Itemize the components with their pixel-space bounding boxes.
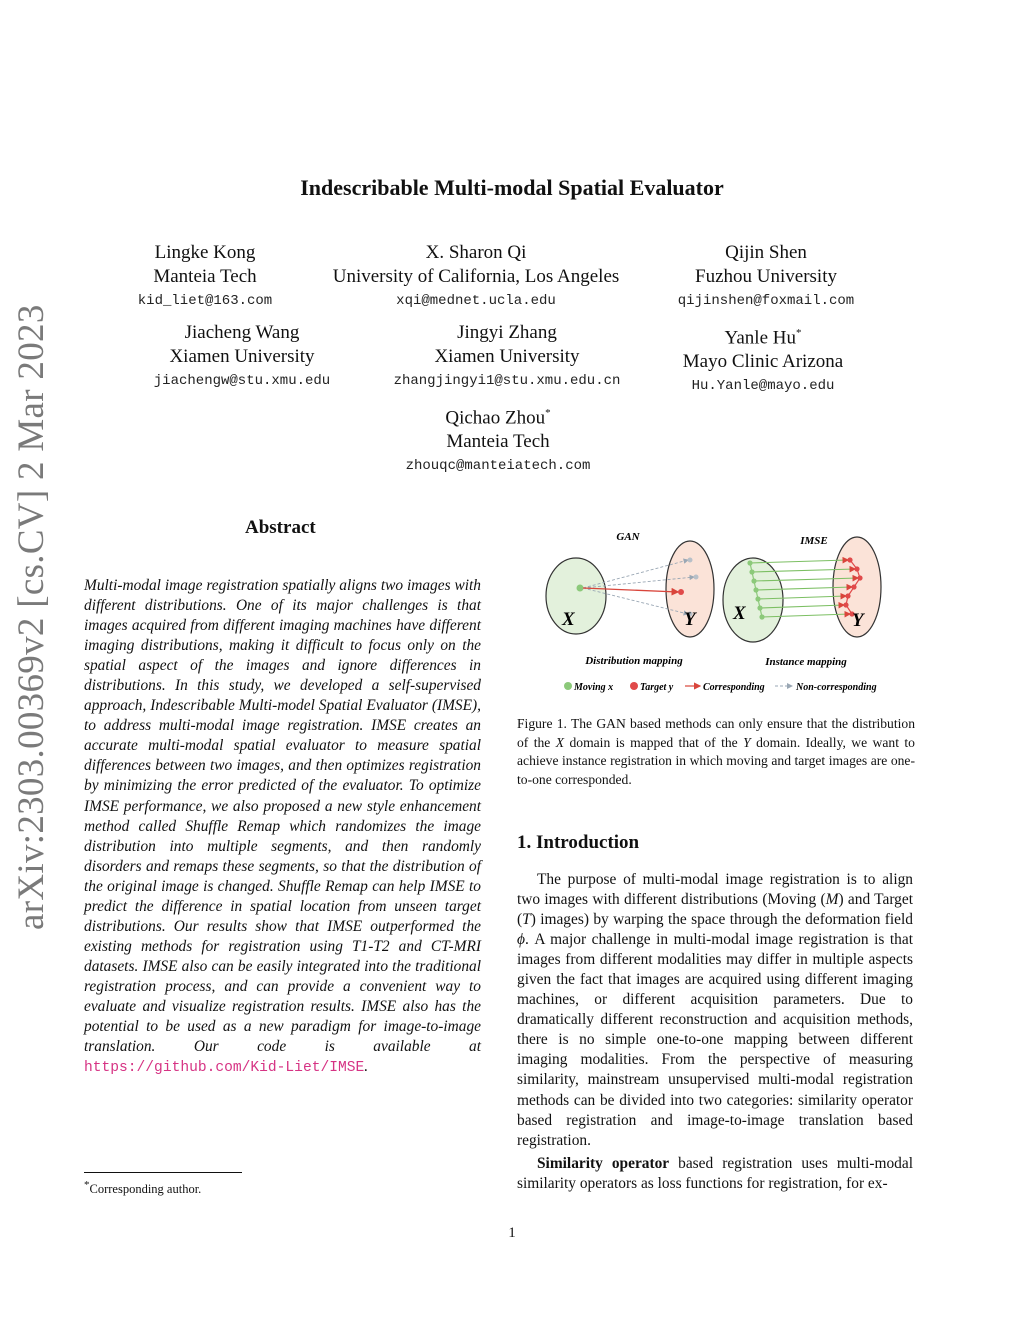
figure-caption [517,715,915,789]
author-block [338,401,658,474]
author-email[interactable]: xqi@mednet.ucla.edu [396,293,556,309]
author-affiliation: Xiamen University [169,346,315,367]
author-name: Jiacheng Wang [184,322,300,343]
author-name: Lingke Kong [154,242,256,263]
figure-legend [564,682,877,693]
caption-var: X [555,734,565,750]
author-email[interactable]: qijinshen@foxmail.com [677,293,855,309]
text-run: The purpose of multi-modal image registration is to align two images with different distributions (Moving ( [517,871,913,909]
legend-target-swatch [630,682,638,690]
author-email[interactable]: jiachengw@stu.xmu.edu [153,373,331,389]
author-affiliation: Xiamen University [434,346,580,367]
distribution-mapping-caption: Distribution mapping [585,655,683,667]
math-var: ϕ [517,931,525,949]
author-affiliation: Manteia Tech [153,266,257,287]
author-affiliation: University of California, Los Angeles [332,266,620,287]
caption-var: Y [743,734,751,750]
author-block [603,321,923,394]
y-label: Y [852,610,864,631]
section-heading-introduction: 1. Introduction [517,832,640,853]
author-email[interactable]: Hu.Yanle@mayo.edu [691,378,835,395]
author-affiliation: Fuzhou University [695,266,837,287]
legend-moving: Moving x [574,682,614,693]
x-label: X [733,603,746,624]
legend-corresponding: Corresponding [703,682,765,693]
legend-moving-swatch [564,682,572,690]
footnote [84,1179,201,1197]
author-name: Qijin Shen [725,242,807,263]
author-name: Yanle Hu [724,327,796,349]
footnote-text: Corresponding author. [89,1182,202,1197]
bold-term: Similarity operator [537,1154,670,1172]
figure-1 [540,525,900,700]
gan-label: GAN [616,531,640,543]
author-name: X. Sharon Qi [425,242,527,263]
abstract-text: Multi-modal image registration spatially aligns two images with different distributions. One of its major challenges is that images acquired from different imaging machines have different imaging distributions, making it difficult to focus only on the spatial aspect of the images and ignore differences in distributions. In this study, we developed a self-supervised approach, Indescribable Multi-model Spatial Evaluator (IMSE), to address multi-modal image registration. IMSE creates an accurate multi-modal spatial evaluator to measure spatial differences between two images, and then optimizes registration by minimizing the error predicted of the evaluator. To optimize IMSE performance, we also proposed a new style enhancement method called Shuffle Remap which randomizes the image distribution into multiple segments, and then randomly disorders and remaps these segments, so that the distribution of the original image is changed. Shuffle Remap can help IMSE to predict the difference in spatial location from unseen target distributions. Our results show that IMSE outperformed the existing methods for registration using T1-T2 and CT-MRI datasets. IMSE also can be easily integrated into the traditional registration process, and can provide a convenient way to evaluate and visualize registration results. IMSE also has the potential to be used as a new paradigm for image-to-image translation. Our code is available at [84,577,481,1056]
target-point [688,558,693,563]
author-affiliation: Manteia Tech [446,431,550,453]
code-link[interactable]: https://github.com/Kid-Liet/IMSE [84,1060,365,1077]
math-var: M [825,891,839,909]
caption-text: domain is mapped that of the [569,734,738,750]
math-var: T [522,911,531,929]
x-domain-ellipse [546,558,606,634]
author-name: Jingyi Zhang [457,322,557,343]
caption-text: Figure 1. The GAN based methods can only ensure that the distribution of the [517,716,915,750]
moving-point [577,585,584,592]
author-block [316,241,636,309]
legend-non-corresponding: Non-corresponding [796,682,877,693]
paragraph [517,870,913,1151]
page-number: 1 [508,1225,516,1241]
author-email[interactable]: zhouqc@manteiatech.com [405,458,591,475]
author-affiliation: Mayo Clinic Arizona [682,351,844,373]
corresponding-mark: * [795,327,802,339]
footnote-rule [84,1172,242,1173]
author-email[interactable]: kid_liet@163.com [137,293,273,309]
legend-target: Target y [640,682,674,693]
author-block [606,241,926,309]
target-point [678,589,684,595]
corresponding-mark: * [545,407,551,419]
abstract-body [84,576,481,1078]
text-run: . A major challenge in multi-modal image registration is that images from different modalities may differ in multiple aspects given the fact that images are acquired using different imaging machines, or different acquisition parameters. Due to dramatically different reconstruction and acquisition methods, there is no simple one-to-one mapping between different imaging modalities. From the perspective of measuring similarity, mainstream unsupervised multi-modal registration methods can be divided into two categories: similarity operator based registration and image-to-image translation based registration. [517,931,913,1149]
target-point [694,575,699,580]
text-run: ) and Target ( [517,891,913,929]
text-run: based registration uses multi-modal similarity operators as loss functions for registration, for ex- [517,1154,913,1192]
author-name: Qichao Zhou [445,407,546,429]
y-label: Y [684,609,696,630]
imse-label: IMSE [800,535,828,547]
author-email[interactable]: zhangjingyi1@stu.xmu.edu.cn [393,373,621,389]
instance-mapping-caption: Instance mapping [765,656,847,668]
paper-title: Indescribable Multi-modal Spatial Evaluator [300,175,724,200]
paragraph [517,1154,913,1194]
introduction-body [517,870,913,1194]
x-label: X [562,609,575,630]
text-run: ) images) by warping the space through the deformation field [530,911,913,929]
abstract-heading: Abstract [245,517,316,538]
arxiv-identifier: arXiv:2303.00369v2 [cs.CV] 2 Mar 2023 [11,304,52,930]
footnote-mark: * [84,1179,90,1191]
abstract-end: . [364,1058,369,1076]
caption-text: domain. Ideally, we want to achieve instance registration in which moving and target images are one-to-one corresponded. [517,734,915,787]
